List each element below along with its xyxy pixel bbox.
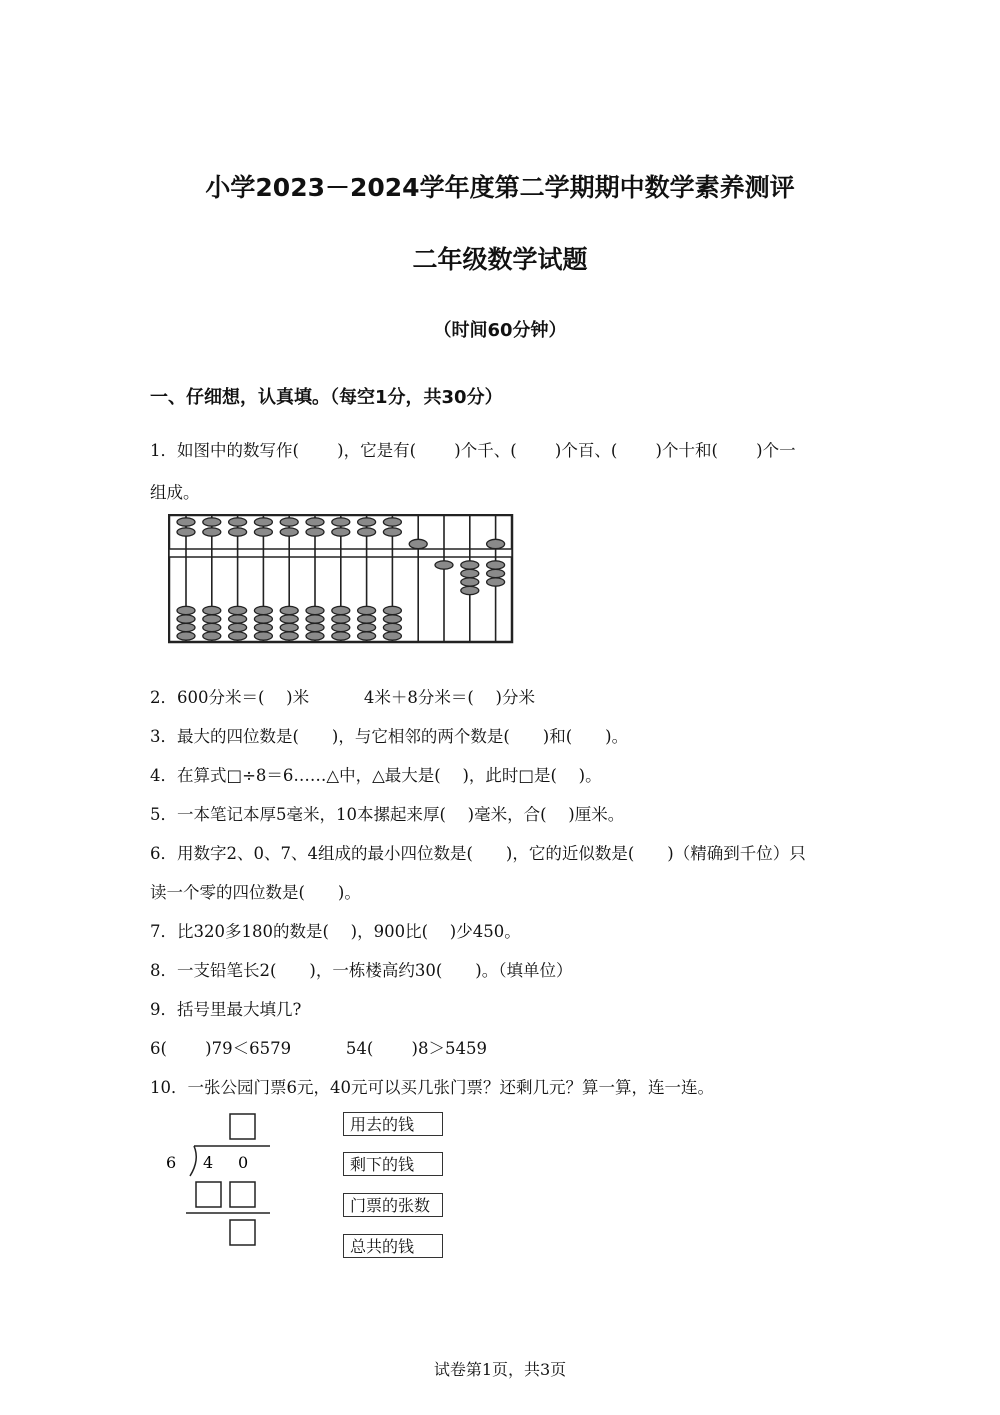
label-money-left: 剩下的钱 <box>343 1152 443 1176</box>
abacus-bead <box>203 518 221 526</box>
abacus-bead <box>358 528 376 536</box>
question-9-items: 6( )79＜6579 54( )8＞5459 <box>150 1039 487 1058</box>
abacus-bead <box>487 539 505 548</box>
question-7: 7．比320多180的数是( )，900比( )少450。 <box>150 922 521 941</box>
abacus-bead <box>383 606 401 614</box>
question-2: 2．600分米＝( )米 4米＋8分米＝( )分米 <box>150 688 535 707</box>
page-footer: 试卷第1页，共3页 <box>433 1360 567 1379</box>
abacus-bead <box>383 623 401 631</box>
abacus-bead <box>383 518 401 526</box>
abacus-bead <box>332 528 350 536</box>
quotient-box <box>230 1114 255 1139</box>
question-6-line-1: 6．用数字2、0、7、4组成的最小四位数是( )，它的近似数是( )（精确到千位）只 <box>150 844 806 863</box>
abacus-bead <box>332 632 350 640</box>
abacus-bead <box>203 632 221 640</box>
abacus-bead <box>203 615 221 623</box>
label-money-used: 用去的钱 <box>343 1112 443 1136</box>
abacus-bead <box>306 615 324 623</box>
abacus-bead <box>229 518 247 526</box>
abacus-bead <box>332 615 350 623</box>
abacus-figure <box>168 514 514 644</box>
abacus-bead <box>177 528 195 536</box>
question-1-line-1: 1．如图中的数写作( )，它是有( )个千、( )个百、( )个十和( )个一 <box>150 441 796 460</box>
abacus-bead <box>358 606 376 614</box>
abacus-bead <box>203 623 221 631</box>
abacus-bead <box>177 606 195 614</box>
remainder-box <box>230 1220 255 1245</box>
abacus-bead <box>383 615 401 623</box>
abacus-bead <box>254 623 272 631</box>
section-heading: 一、仔细想，认真填。（每空1分，共30分） <box>150 387 503 408</box>
abacus-bead <box>358 623 376 631</box>
abacus-bead <box>203 528 221 536</box>
abacus-bead <box>306 623 324 631</box>
abacus-bead <box>461 569 479 577</box>
abacus-bead <box>487 569 505 577</box>
abacus-bead <box>383 528 401 536</box>
abacus-bead <box>332 518 350 526</box>
abacus-bead <box>461 578 479 586</box>
abacus-bead <box>203 606 221 614</box>
abacus-bead <box>254 528 272 536</box>
question-3: 3．最大的四位数是( )，与它相邻的两个数是( )和( )。 <box>150 727 629 746</box>
exam-title: 小学2023－2024学年度第二学期期中数学素养测评 <box>205 173 795 202</box>
exam-time: （时间60分钟） <box>433 320 567 341</box>
label-ticket-count: 门票的张数 <box>343 1193 443 1217</box>
abacus-bead <box>229 606 247 614</box>
question-4: 4．在算式□÷8＝6……△中，△最大是( )，此时□是( )。 <box>150 766 602 785</box>
exam-subtitle: 二年级数学试题 <box>412 245 588 274</box>
abacus-bead <box>306 528 324 536</box>
abacus-bead <box>280 528 298 536</box>
abacus-bead <box>177 615 195 623</box>
question-1-line-2: 组成。 <box>150 483 200 502</box>
abacus-bead <box>461 586 479 594</box>
product-box-2 <box>230 1182 255 1207</box>
abacus-bead <box>177 623 195 631</box>
question-10: 10．一张公园门票6元，40元可以买几张门票？还剩几元？算一算，连一连。 <box>150 1078 714 1097</box>
question-6-line-2: 读一个零的四位数是( )。 <box>150 883 361 902</box>
abacus-bead <box>332 623 350 631</box>
question-9: 9．括号里最大填几? <box>150 1000 302 1019</box>
abacus-bead <box>229 632 247 640</box>
abacus-bead <box>254 606 272 614</box>
abacus-bead <box>280 623 298 631</box>
abacus-bead <box>229 528 247 536</box>
dividend-digit-1: 4 <box>203 1153 214 1172</box>
abacus-bead <box>254 518 272 526</box>
abacus-bead <box>280 632 298 640</box>
abacus-bead <box>306 606 324 614</box>
abacus-bead <box>358 632 376 640</box>
abacus-bead <box>229 615 247 623</box>
abacus-bead <box>358 615 376 623</box>
abacus-bead <box>177 632 195 640</box>
label-total-money: 总共的钱 <box>343 1234 443 1258</box>
abacus-bead <box>358 518 376 526</box>
abacus-bead <box>254 615 272 623</box>
product-box-1 <box>196 1182 221 1207</box>
divisor-text: 6 <box>166 1153 177 1172</box>
abacus-bead <box>280 518 298 526</box>
abacus-bead <box>280 615 298 623</box>
abacus-bead <box>306 518 324 526</box>
question-5: 5．一本笔记本厚5毫米，10本摞起来厚( )毫米，合( )厘米。 <box>150 805 625 824</box>
abacus-bead <box>383 632 401 640</box>
abacus-bead <box>487 561 505 569</box>
abacus-bead <box>435 561 453 569</box>
abacus-bead <box>177 518 195 526</box>
abacus-bead <box>332 606 350 614</box>
dividend-digit-2: 0 <box>238 1153 249 1172</box>
abacus-bead <box>487 578 505 586</box>
abacus-bead <box>280 606 298 614</box>
abacus-bead <box>254 632 272 640</box>
abacus-bead <box>461 561 479 569</box>
abacus-bead <box>409 539 427 548</box>
question-8: 8．一支铅笔长2( )，一栋楼高约30( )。（填单位） <box>150 961 573 980</box>
long-division-figure <box>160 1110 280 1250</box>
abacus-bead <box>229 623 247 631</box>
abacus-bead <box>306 632 324 640</box>
